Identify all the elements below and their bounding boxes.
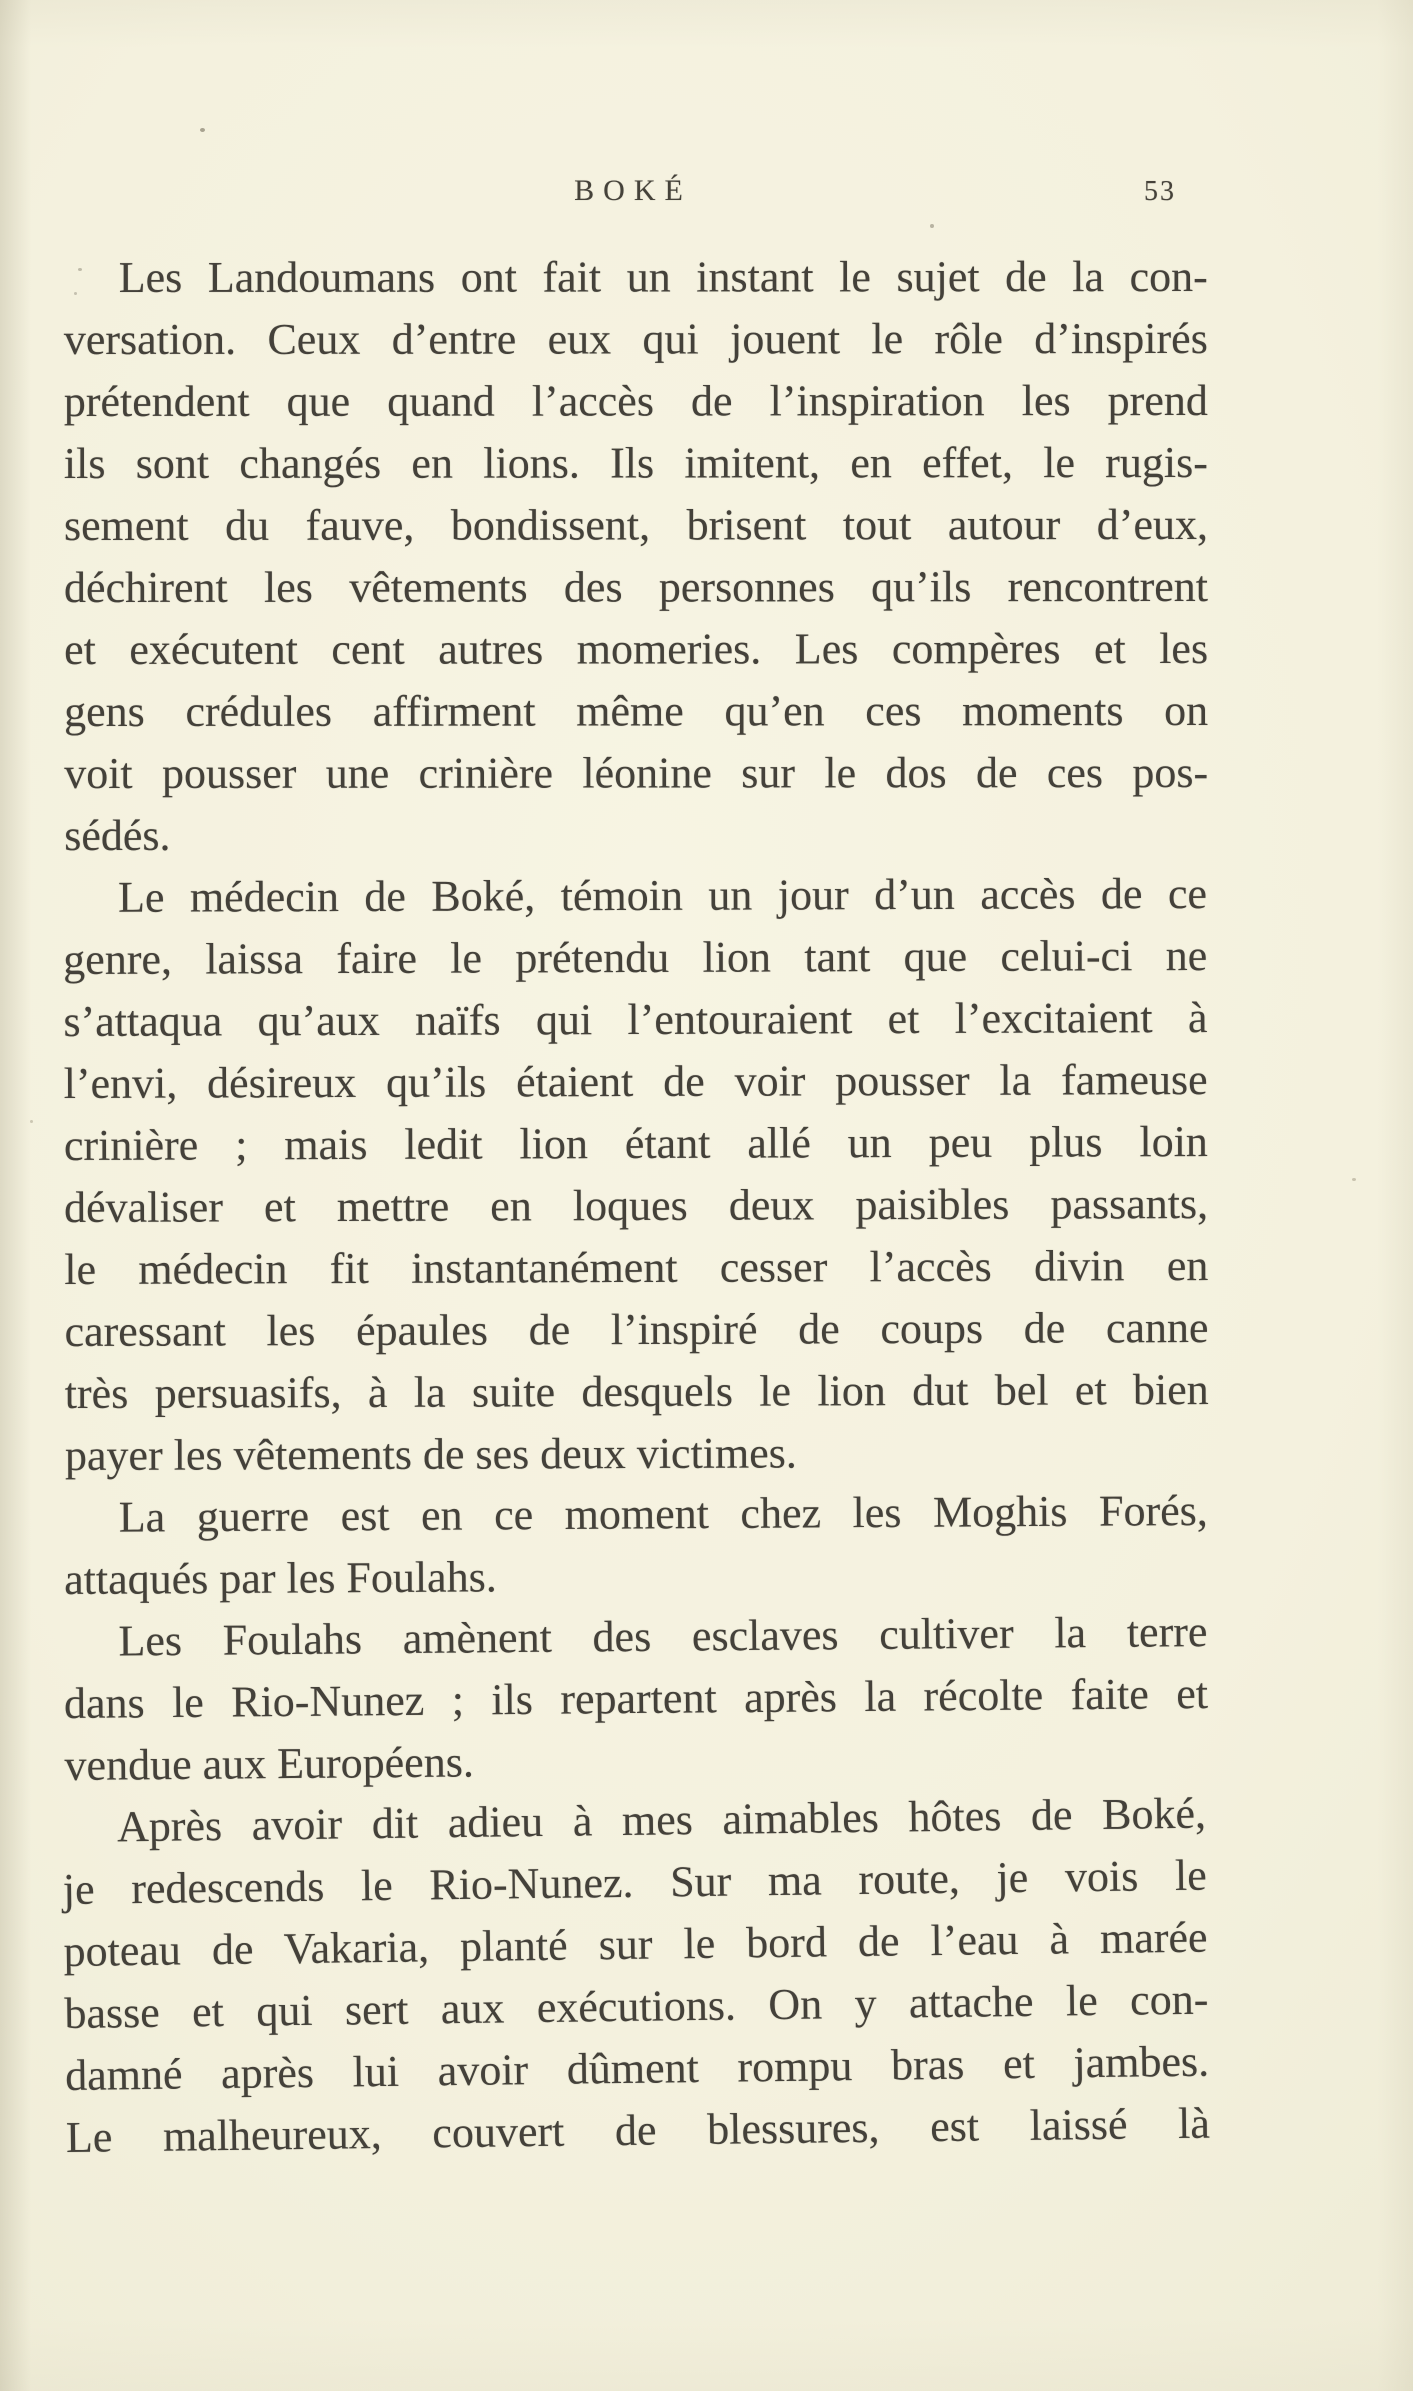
text-line: s’attaqua qu’aux naïfs qui l’entouraient et l’excitaient à <box>63 993 1208 1047</box>
paper-speck <box>930 224 934 228</box>
text-line: l’envi, désireux qu’ils étaient de voir pousser la fameuse <box>63 1055 1208 1109</box>
paragraph <box>64 1480 1209 1611</box>
body-text <box>62 247 1211 2169</box>
text-line: très persuasifs, à la suite desquels le lion dut bel et bien <box>64 1365 1209 1418</box>
text-line: La guerre est en ce moment chez les Moghis Forés, <box>118 1486 1208 1542</box>
text-line: genre, laissa faire le prétendu lion tant que celui-ci ne <box>63 931 1208 985</box>
paragraph <box>62 1783 1211 2169</box>
text-line: sement du fauve, bondissent, brisent tout autour d’eux, <box>63 500 1208 550</box>
paper-speck <box>30 1120 33 1123</box>
paragraph <box>63 1601 1209 1797</box>
paper-speck <box>200 128 205 132</box>
text-line: Les Landoumans ont fait un instant le sujet de la con- <box>118 252 1208 302</box>
text-line: gens crédules affirment même qu’en ces moments on <box>64 686 1209 736</box>
text-line: dévaliser et mettre en loques deux paisibles passants, <box>64 1179 1209 1232</box>
text-line: Les Foulahs amènent des esclaves cultiver la terre <box>118 1607 1208 1666</box>
text-line: caressant les épaules de l’inspiré de coups de canne <box>64 1303 1209 1356</box>
text-line: basse et qui sert aux exécutions. On y attache le con- <box>64 1974 1209 2038</box>
text-line: attaqués par les Foulahs. <box>64 1552 497 1604</box>
text-line: ils sont changés en lions. Ils imitent, en effet, le rugis- <box>63 438 1208 489</box>
text-line: déchirent les vêtements des personnes qu’ils rencontrent <box>64 562 1209 612</box>
text-line: versation. Ceux d’entre eux qui jouent le rôle d’inspirés <box>63 314 1208 365</box>
text-line: le médecin fit instantanément cesser l’accès divin en <box>64 1241 1209 1294</box>
page-header-title: BOKÉ <box>574 174 692 207</box>
page-number: 53 <box>1144 176 1176 207</box>
running-head <box>64 176 1208 216</box>
paragraph <box>64 246 1209 867</box>
text-line: payer les vêtements de ses deux victimes. <box>64 1428 797 1480</box>
text-line: dans le Rio-Nunez ; ils repartent après la récolte faite et <box>63 1669 1209 1728</box>
text-line: Le médecin de Boké, témoin un jour d’un accès de ce <box>117 869 1208 922</box>
text-line: damné après lui avoir dûment rompu bras et jambes. <box>64 2036 1210 2100</box>
paragraph <box>63 863 1209 1487</box>
text-line: je redescends le Rio-Nunez. Sur ma route, je vois le <box>62 1850 1208 1915</box>
text-line: poteau de Vakaria, planté sur le bord de l’eau à marée <box>63 1912 1208 1977</box>
text-line: sédés. <box>64 810 171 860</box>
text-line: vendue aux Européens. <box>64 1737 475 1790</box>
text-line: prétendent que quand l’accès de l’inspiration les prend <box>63 376 1208 427</box>
text-line: Après avoir dit adieu à mes aimables hôtes de Boké, <box>116 1788 1207 1852</box>
text-line: Le malheureux, couvert de blessures, est laissé là <box>65 2098 1211 2162</box>
text-line: voit pousser une crinière léonine sur le dos de ces pos- <box>64 748 1209 798</box>
text-line: et exécutent cent autres momeries. Les compères et les <box>64 624 1209 674</box>
paper-speck <box>1352 1178 1356 1181</box>
text-line: crinière ; mais ledit lion étant allé un peu plus loin <box>63 1117 1208 1170</box>
